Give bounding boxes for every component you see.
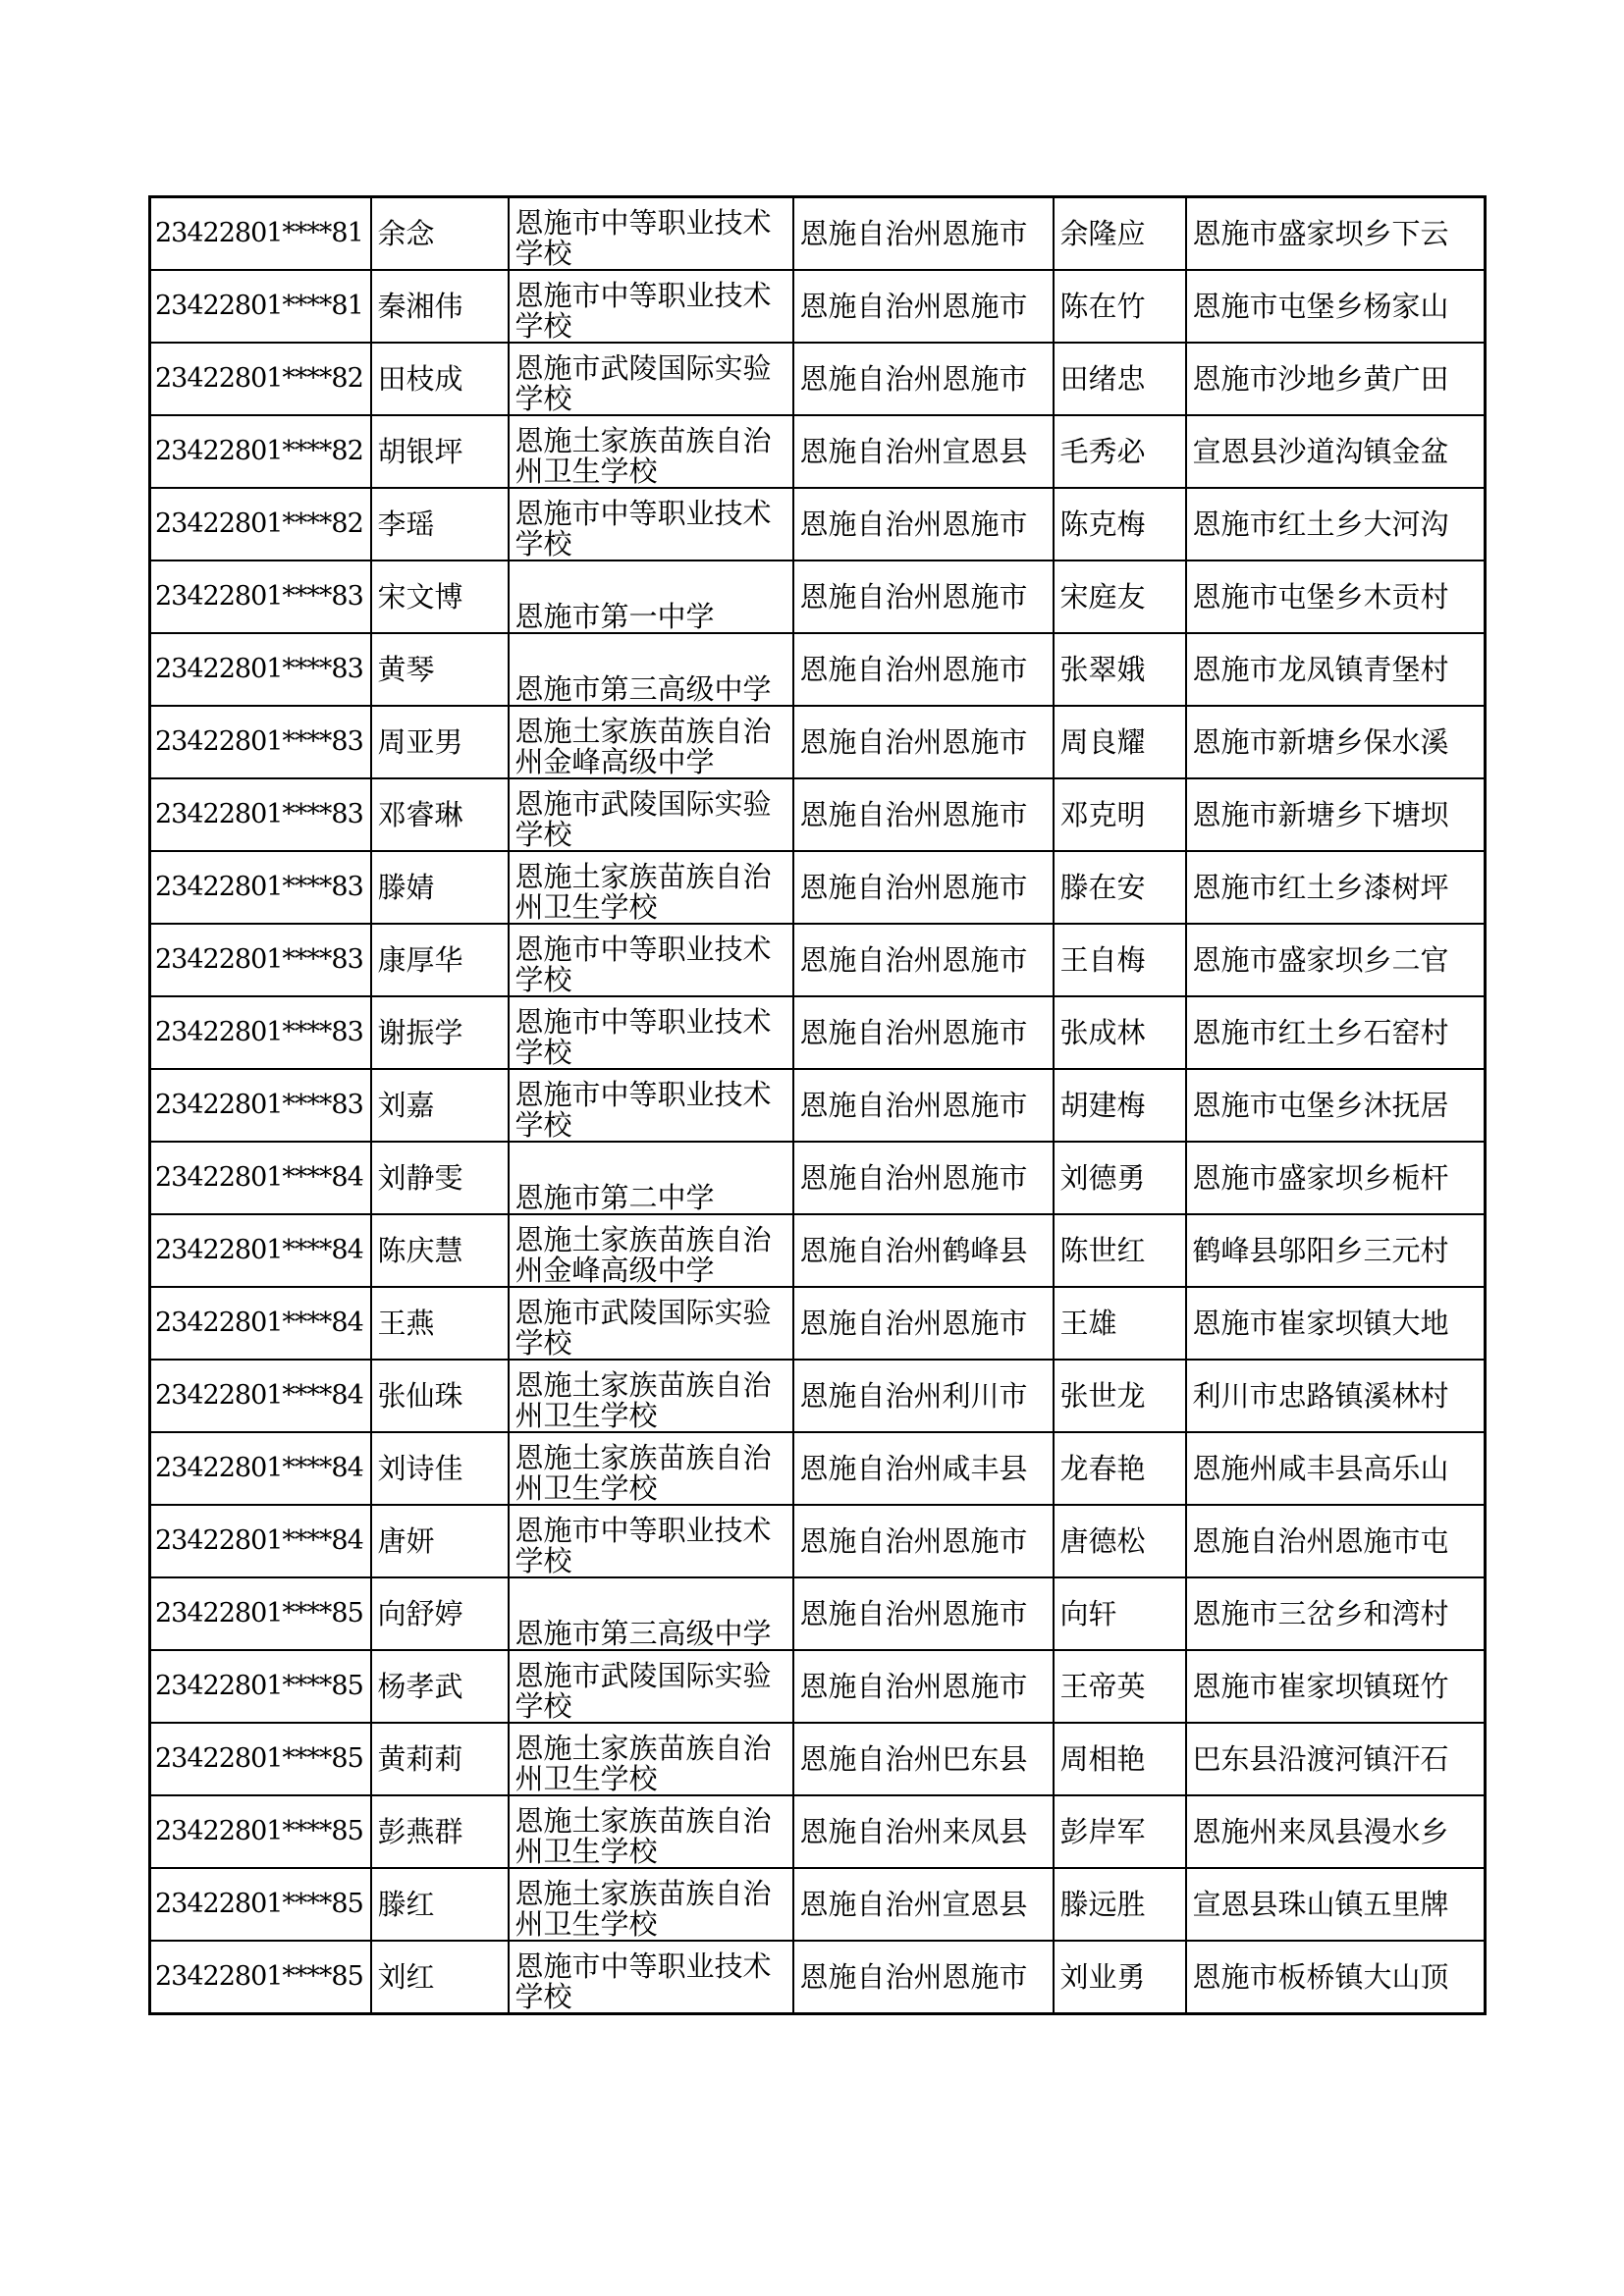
id-cell: 23422801****85: [150, 1941, 371, 2014]
guardian-name-cell: 陈在竹: [1054, 270, 1186, 343]
id-cell: 23422801****84: [150, 1287, 371, 1360]
address-cell: 恩施州咸丰县高乐山: [1186, 1432, 1486, 1505]
student-name-cell: 杨孝武: [371, 1650, 509, 1723]
id-cell: 23422801****85: [150, 1577, 371, 1650]
student-name-cell: 滕红: [371, 1868, 509, 1941]
table-row: [150, 1069, 1486, 1142]
address-cell: 利川市忠路镇溪林村: [1186, 1360, 1486, 1432]
region-cell: 恩施自治州恩施市: [793, 1650, 1054, 1723]
region-cell: 恩施自治州来凤县: [793, 1795, 1054, 1868]
address-cell: 恩施市屯堡乡杨家山: [1186, 270, 1486, 343]
guardian-name-cell: 胡建梅: [1054, 1069, 1186, 1142]
id-cell: 23422801****85: [150, 1795, 371, 1868]
address-cell: 恩施自治州恩施市屯: [1186, 1505, 1486, 1577]
guardian-name-cell: 滕远胜: [1054, 1868, 1186, 1941]
region-cell: 恩施自治州恩施市: [793, 1505, 1054, 1577]
student-name-cell: 滕婧: [371, 851, 509, 924]
id-cell: 23422801****83: [150, 1069, 371, 1142]
address-cell: 恩施市盛家坝乡下云: [1186, 197, 1486, 271]
guardian-name-cell: 龙春艳: [1054, 1432, 1186, 1505]
region-cell: 恩施自治州巴东县: [793, 1723, 1054, 1795]
school-cell: 恩施土家族苗族自治州卫生学校: [509, 1360, 793, 1432]
guardian-name-cell: 田绪忠: [1054, 343, 1186, 415]
address-cell: 恩施市龙凤镇青堡村: [1186, 633, 1486, 706]
student-name-cell: 刘红: [371, 1941, 509, 2014]
id-cell: 23422801****83: [150, 561, 371, 633]
table-row: [150, 996, 1486, 1069]
table-row: [150, 778, 1486, 851]
id-cell: 23422801****82: [150, 415, 371, 488]
guardian-name-cell: 张翠娥: [1054, 633, 1186, 706]
id-cell: 23422801****83: [150, 706, 371, 778]
region-cell: 恩施自治州宣恩县: [793, 1868, 1054, 1941]
address-cell: 恩施市盛家坝乡栀杆: [1186, 1142, 1486, 1214]
address-cell: 恩施市板桥镇大山顶: [1186, 1941, 1486, 2014]
school-cell: 恩施土家族苗族自治州卫生学校: [509, 415, 793, 488]
id-cell: 23422801****85: [150, 1868, 371, 1941]
student-name-cell: 李瑶: [371, 488, 509, 561]
region-cell: 恩施自治州恩施市: [793, 1287, 1054, 1360]
school-cell: 恩施市第一中学: [509, 561, 793, 633]
table-row: [150, 1577, 1486, 1650]
id-cell: 23422801****85: [150, 1723, 371, 1795]
school-cell: 恩施市武陵国际实验学校: [509, 1287, 793, 1360]
guardian-name-cell: 陈世红: [1054, 1214, 1186, 1287]
student-name-cell: 黄莉莉: [371, 1723, 509, 1795]
student-name-cell: 周亚男: [371, 706, 509, 778]
guardian-name-cell: 刘业勇: [1054, 1941, 1186, 2014]
school-cell: 恩施市中等职业技术学校: [509, 1505, 793, 1577]
table-row: [150, 1142, 1486, 1214]
id-cell: 23422801****83: [150, 633, 371, 706]
address-cell: 恩施市崔家坝镇大地: [1186, 1287, 1486, 1360]
school-cell: 恩施土家族苗族自治州卫生学校: [509, 851, 793, 924]
school-cell: 恩施土家族苗族自治州卫生学校: [509, 1432, 793, 1505]
address-cell: 宣恩县沙道沟镇金盆: [1186, 415, 1486, 488]
table-row: [150, 1795, 1486, 1868]
guardian-name-cell: 周良耀: [1054, 706, 1186, 778]
region-cell: 恩施自治州宣恩县: [793, 415, 1054, 488]
student-name-cell: 彭燕群: [371, 1795, 509, 1868]
address-cell: 恩施市崔家坝镇斑竹: [1186, 1650, 1486, 1723]
student-name-cell: 陈庆慧: [371, 1214, 509, 1287]
school-cell: 恩施土家族苗族自治州卫生学校: [509, 1723, 793, 1795]
address-cell: 恩施市新塘乡下塘坝: [1186, 778, 1486, 851]
student-name-cell: 张仙珠: [371, 1360, 509, 1432]
school-cell: 恩施市中等职业技术学校: [509, 1941, 793, 2014]
id-cell: 23422801****83: [150, 924, 371, 996]
table-row: [150, 1505, 1486, 1577]
student-name-cell: 向舒婷: [371, 1577, 509, 1650]
address-cell: 鹤峰县邬阳乡三元村: [1186, 1214, 1486, 1287]
region-cell: 恩施自治州恩施市: [793, 1941, 1054, 2014]
guardian-name-cell: 张成林: [1054, 996, 1186, 1069]
student-name-cell: 刘静雯: [371, 1142, 509, 1214]
school-cell: 恩施市武陵国际实验学校: [509, 343, 793, 415]
address-cell: 恩施市屯堡乡木贡村: [1186, 561, 1486, 633]
table-row: [150, 1723, 1486, 1795]
id-cell: 23422801****84: [150, 1360, 371, 1432]
address-cell: 宣恩县珠山镇五里牌: [1186, 1868, 1486, 1941]
guardian-name-cell: 邓克明: [1054, 778, 1186, 851]
student-name-cell: 谢振学: [371, 996, 509, 1069]
table-row: [150, 415, 1486, 488]
id-cell: 23422801****83: [150, 851, 371, 924]
guardian-name-cell: 王自梅: [1054, 924, 1186, 996]
school-cell: 恩施市中等职业技术学校: [509, 197, 793, 271]
student-name-cell: 康厚华: [371, 924, 509, 996]
region-cell: 恩施自治州恩施市: [793, 270, 1054, 343]
address-cell: 恩施市红土乡石窑村: [1186, 996, 1486, 1069]
address-cell: 巴东县沿渡河镇汗石: [1186, 1723, 1486, 1795]
id-cell: 23422801****84: [150, 1142, 371, 1214]
address-cell: 恩施市红土乡漆树坪: [1186, 851, 1486, 924]
student-table-body: [150, 197, 1486, 2014]
region-cell: 恩施自治州恩施市: [793, 851, 1054, 924]
address-cell: 恩施市盛家坝乡二官: [1186, 924, 1486, 996]
id-cell: 23422801****83: [150, 996, 371, 1069]
school-cell: 恩施市第二中学: [509, 1142, 793, 1214]
guardian-name-cell: 张世龙: [1054, 1360, 1186, 1432]
region-cell: 恩施自治州利川市: [793, 1360, 1054, 1432]
guardian-name-cell: 王雄: [1054, 1287, 1186, 1360]
student-name-cell: 秦湘伟: [371, 270, 509, 343]
region-cell: 恩施自治州恩施市: [793, 924, 1054, 996]
table-row: [150, 197, 1486, 271]
address-cell: 恩施市新塘乡保水溪: [1186, 706, 1486, 778]
table-row: [150, 270, 1486, 343]
table-row: [150, 851, 1486, 924]
id-cell: 23422801****84: [150, 1214, 371, 1287]
student-name-cell: 唐妍: [371, 1505, 509, 1577]
id-cell: 23422801****81: [150, 270, 371, 343]
region-cell: 恩施自治州恩施市: [793, 1069, 1054, 1142]
guardian-name-cell: 余隆应: [1054, 197, 1186, 271]
student-name-cell: 宋文博: [371, 561, 509, 633]
region-cell: 恩施自治州咸丰县: [793, 1432, 1054, 1505]
school-cell: 恩施市第三高级中学: [509, 633, 793, 706]
region-cell: 恩施自治州恩施市: [793, 633, 1054, 706]
table-row: [150, 633, 1486, 706]
table-row: [150, 1360, 1486, 1432]
student-table: [148, 195, 1487, 2015]
id-cell: 23422801****83: [150, 778, 371, 851]
region-cell: 恩施自治州恩施市: [793, 996, 1054, 1069]
region-cell: 恩施自治州恩施市: [793, 343, 1054, 415]
id-cell: 23422801****84: [150, 1432, 371, 1505]
student-name-cell: 王燕: [371, 1287, 509, 1360]
region-cell: 恩施自治州恩施市: [793, 488, 1054, 561]
table-row: [150, 561, 1486, 633]
region-cell: 恩施自治州恩施市: [793, 778, 1054, 851]
region-cell: 恩施自治州恩施市: [793, 706, 1054, 778]
address-cell: 恩施州来凤县漫水乡: [1186, 1795, 1486, 1868]
guardian-name-cell: 周相艳: [1054, 1723, 1186, 1795]
table-row: [150, 1287, 1486, 1360]
id-cell: 23422801****82: [150, 343, 371, 415]
guardian-name-cell: 唐德松: [1054, 1505, 1186, 1577]
table-row: [150, 924, 1486, 996]
school-cell: 恩施市中等职业技术学校: [509, 1069, 793, 1142]
guardian-name-cell: 彭岸军: [1054, 1795, 1186, 1868]
table-row: [150, 1868, 1486, 1941]
school-cell: 恩施市中等职业技术学校: [509, 270, 793, 343]
school-cell: 恩施土家族苗族自治州金峰高级中学: [509, 706, 793, 778]
guardian-name-cell: 宋庭友: [1054, 561, 1186, 633]
region-cell: 恩施自治州鹤峰县: [793, 1214, 1054, 1287]
school-cell: 恩施市中等职业技术学校: [509, 488, 793, 561]
table-row: [150, 488, 1486, 561]
student-name-cell: 余念: [371, 197, 509, 271]
guardian-name-cell: 毛秀必: [1054, 415, 1186, 488]
school-cell: 恩施市中等职业技术学校: [509, 996, 793, 1069]
student-name-cell: 田枝成: [371, 343, 509, 415]
student-name-cell: 黄琴: [371, 633, 509, 706]
address-cell: 恩施市红土乡大河沟: [1186, 488, 1486, 561]
student-name-cell: 胡银坪: [371, 415, 509, 488]
region-cell: 恩施自治州恩施市: [793, 561, 1054, 633]
address-cell: 恩施市屯堡乡沐抚居: [1186, 1069, 1486, 1142]
table-row: [150, 1432, 1486, 1505]
student-name-cell: 刘嘉: [371, 1069, 509, 1142]
table-row: [150, 343, 1486, 415]
id-cell: 23422801****85: [150, 1650, 371, 1723]
school-cell: 恩施市武陵国际实验学校: [509, 778, 793, 851]
table-row: [150, 1214, 1486, 1287]
guardian-name-cell: 陈克梅: [1054, 488, 1186, 561]
region-cell: 恩施自治州恩施市: [793, 197, 1054, 271]
table-row: [150, 1941, 1486, 2014]
guardian-name-cell: 王帝英: [1054, 1650, 1186, 1723]
region-cell: 恩施自治州恩施市: [793, 1142, 1054, 1214]
id-cell: 23422801****82: [150, 488, 371, 561]
school-cell: 恩施市第三高级中学: [509, 1577, 793, 1650]
address-cell: 恩施市沙地乡黄广田: [1186, 343, 1486, 415]
table-row: [150, 1650, 1486, 1723]
guardian-name-cell: 滕在安: [1054, 851, 1186, 924]
id-cell: 23422801****81: [150, 197, 371, 271]
school-cell: 恩施市中等职业技术学校: [509, 924, 793, 996]
id-cell: 23422801****84: [150, 1505, 371, 1577]
student-name-cell: 邓睿琳: [371, 778, 509, 851]
school-cell: 恩施土家族苗族自治州金峰高级中学: [509, 1214, 793, 1287]
region-cell: 恩施自治州恩施市: [793, 1577, 1054, 1650]
student-name-cell: 刘诗佳: [371, 1432, 509, 1505]
table-row: [150, 706, 1486, 778]
school-cell: 恩施土家族苗族自治州卫生学校: [509, 1795, 793, 1868]
guardian-name-cell: 向轩: [1054, 1577, 1186, 1650]
school-cell: 恩施土家族苗族自治州卫生学校: [509, 1868, 793, 1941]
school-cell: 恩施市武陵国际实验学校: [509, 1650, 793, 1723]
address-cell: 恩施市三岔乡和湾村: [1186, 1577, 1486, 1650]
guardian-name-cell: 刘德勇: [1054, 1142, 1186, 1214]
